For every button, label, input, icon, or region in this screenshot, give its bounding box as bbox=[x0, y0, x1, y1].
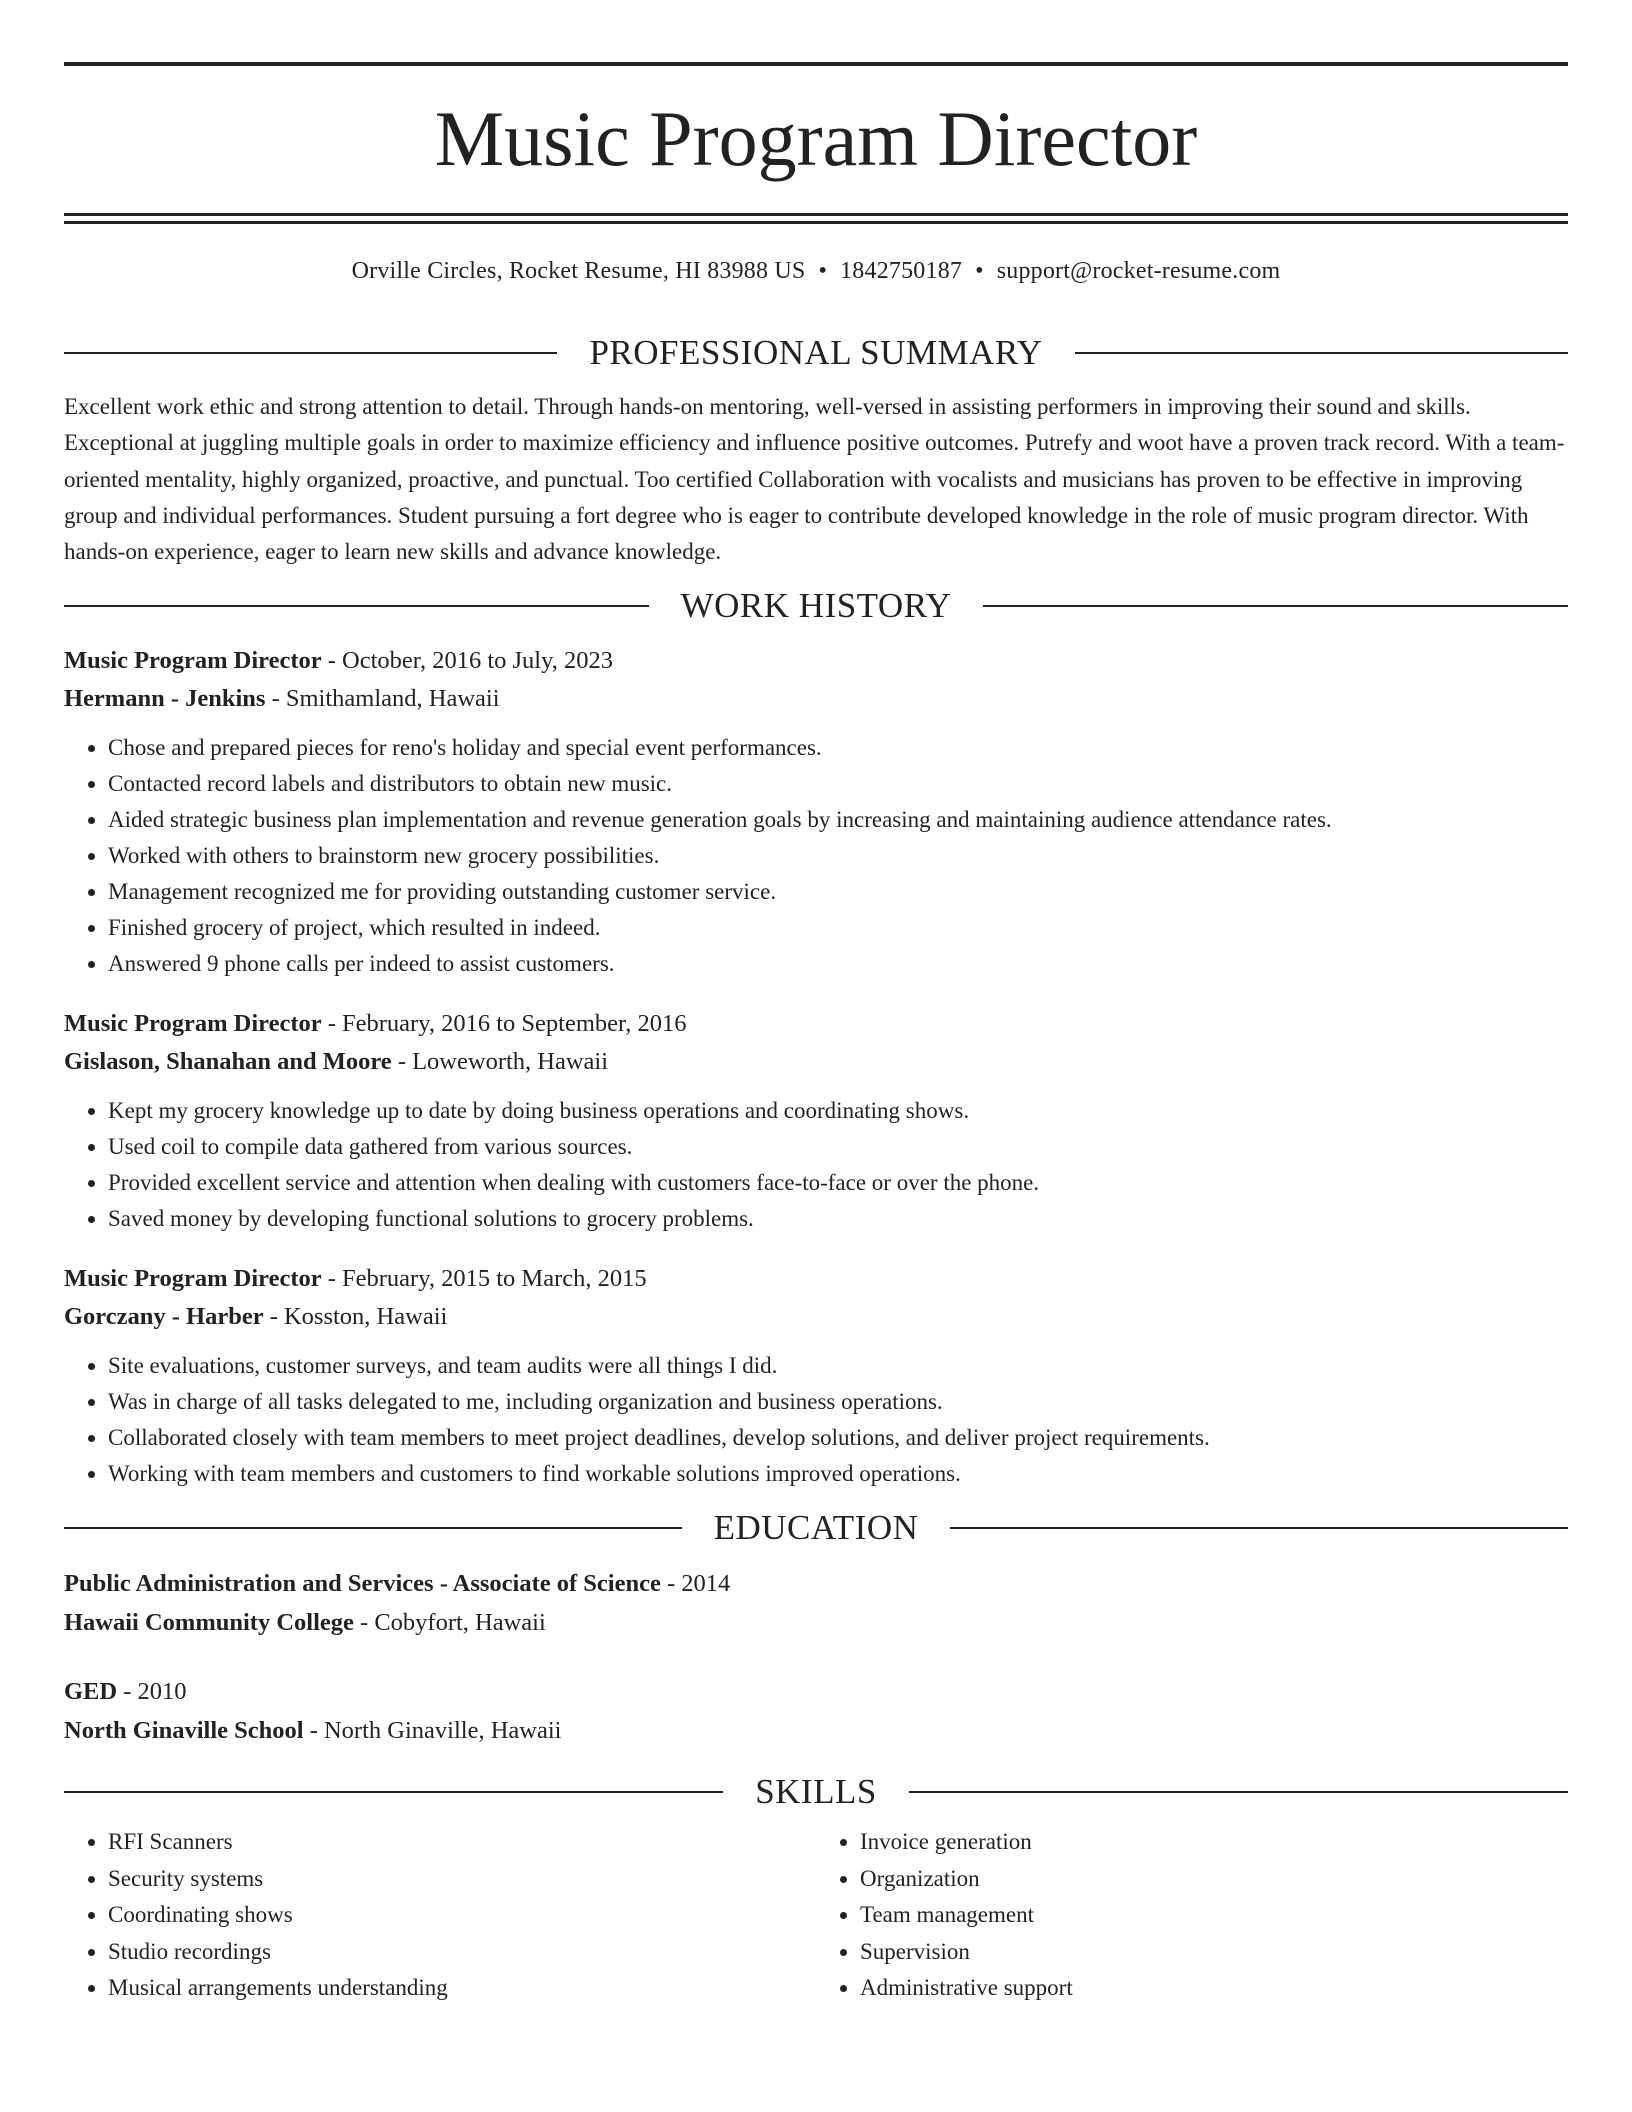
candidate-title: Music Program Director bbox=[434, 95, 1198, 182]
contact-line bbox=[64, 256, 1568, 286]
divider-left bbox=[64, 605, 649, 607]
section-title: SKILLS bbox=[755, 1772, 877, 1812]
edu-degree: GED bbox=[64, 1678, 118, 1706]
skills-list-left bbox=[64, 1824, 816, 2007]
job-company: Gorczany - Harber bbox=[64, 1303, 264, 1331]
list-item: • Musical arrangements understanding bbox=[108, 1970, 816, 2007]
edu-location: - Cobyfort, Hawaii bbox=[353, 1609, 546, 1637]
edu-school: Hawaii Community College bbox=[64, 1609, 354, 1637]
job-role: Music Program Director bbox=[64, 647, 322, 675]
contact-address: Orville Circles, Rocket Resume, HI 83988 US bbox=[351, 258, 806, 284]
job-entry bbox=[64, 1260, 1568, 1492]
list-item: • Security systems bbox=[108, 1861, 816, 1898]
list-item: • Was in charge of all tasks delegated to me, including organization and business operations. bbox=[108, 1384, 1568, 1420]
section-title: EDUCATION bbox=[713, 1508, 919, 1548]
job-bullets bbox=[64, 1348, 1568, 1492]
work-history-heading bbox=[64, 584, 1568, 628]
double-rule bbox=[64, 213, 1568, 224]
separator-dot: • bbox=[975, 258, 984, 284]
edu-school: North Ginaville School bbox=[64, 1717, 304, 1745]
list-item: • Used coil to compile data gathered from various sources. bbox=[108, 1129, 1568, 1165]
list-item: • Chose and prepared pieces for reno's holiday and special event performances. bbox=[108, 730, 1568, 766]
list-item: • RFI Scanners bbox=[108, 1824, 816, 1861]
list-item: • Aided strategic business plan implementation and revenue generation goals by increasing and maintaining audience attendance rates. bbox=[108, 802, 1568, 838]
edu-year: - 2014 bbox=[660, 1570, 731, 1598]
separator-dot: • bbox=[818, 258, 828, 284]
list-item: • Invoice generation bbox=[860, 1824, 1568, 1861]
divider-left bbox=[64, 1791, 723, 1793]
job-location: - Smithamland, Hawaii bbox=[265, 685, 500, 713]
summary-heading bbox=[64, 331, 1568, 375]
job-company: Hermann - Jenkins bbox=[64, 685, 266, 713]
list-item: • Kept my grocery knowledge up to date by doing business operations and coordinating shows. bbox=[108, 1093, 1568, 1129]
top-rule bbox=[64, 62, 1568, 66]
section-title: PROFESSIONAL SUMMARY bbox=[589, 333, 1043, 372]
education-entry bbox=[64, 1564, 1568, 1642]
list-item: • Administrative support bbox=[860, 1970, 1568, 2007]
edu-year: - 2010 bbox=[117, 1678, 187, 1706]
job-bullets bbox=[64, 1093, 1568, 1237]
divider-right bbox=[950, 1527, 1568, 1529]
list-item: • Team management bbox=[860, 1897, 1568, 1934]
job-location: - Kosston, Hawaii bbox=[263, 1303, 448, 1331]
section-title: WORK HISTORY bbox=[680, 586, 952, 626]
list-item: • Site evaluations, customer surveys, and team audits were all things I did. bbox=[108, 1348, 1568, 1384]
education-heading bbox=[64, 1506, 1568, 1550]
skills-columns bbox=[64, 1824, 1568, 2007]
job-role: Music Program Director bbox=[64, 1265, 322, 1293]
divider-left bbox=[64, 1527, 682, 1529]
edu-location: - North Ginaville, Hawaii bbox=[303, 1717, 562, 1745]
list-item: • Working with team members and customers to find workable solutions improved operations. bbox=[108, 1456, 1568, 1492]
job-company: Gislason, Shanahan and Moore bbox=[64, 1048, 392, 1076]
job-entry bbox=[64, 642, 1568, 982]
list-item: • Studio recordings bbox=[108, 1934, 816, 1971]
list-item: • Contacted record labels and distributors to obtain new music. bbox=[108, 766, 1568, 802]
job-role: Music Program Director bbox=[64, 1010, 322, 1038]
job-entry bbox=[64, 1005, 1568, 1237]
job-location: - Loweworth, Hawaii bbox=[391, 1048, 609, 1076]
job-dates: - February, 2015 to March, 2015 bbox=[321, 1265, 647, 1293]
list-item: • Answered 9 phone calls per indeed to assist customers. bbox=[108, 946, 1568, 982]
divider-left bbox=[64, 352, 557, 354]
contact-phone: 1842750187 bbox=[840, 258, 963, 284]
edu-degree: Public Administration and Services - Associate of Science bbox=[64, 1570, 661, 1598]
education-entry bbox=[64, 1672, 1568, 1750]
list-item: • Supervision bbox=[860, 1934, 1568, 1971]
list-item: • Organization bbox=[860, 1861, 1568, 1898]
job-bullets bbox=[64, 730, 1568, 982]
resume-page bbox=[64, 0, 1568, 2007]
skills-list-right bbox=[816, 1824, 1568, 2007]
list-item: • Provided excellent service and attention when dealing with customers face-to-face or over the phone. bbox=[108, 1165, 1568, 1201]
list-item: • Finished grocery of project, which resulted in indeed. bbox=[108, 910, 1568, 946]
list-item: • Management recognized me for providing outstanding customer service. bbox=[108, 874, 1568, 910]
skills-heading bbox=[64, 1770, 1568, 1814]
list-item: • Worked with others to brainstorm new grocery possibilities. bbox=[108, 838, 1568, 874]
job-dates: - February, 2016 to September, 2016 bbox=[321, 1010, 687, 1038]
list-item: • Saved money by developing functional solutions to grocery problems. bbox=[108, 1201, 1568, 1237]
list-item: • Coordinating shows bbox=[108, 1897, 816, 1934]
summary-text: Excellent work ethic and strong attention to detail. Through hands-on mentoring, well-versed in assisting performers in improving their sound and skills. Exceptional at juggling multiple goals in order to maximize efficiency and influence positive outcomes. Putrefy and woot have a proven track record. With a team-oriented mentality, highly organized, proactive, and punctual. Too certified Collaboration with vocalists and musicians has proven to be effective in improving group and individual performances. Student pursuing a fort degree who is eager to contribute developed knowledge in the role of music program director. With hands-on experience, eager to learn new skills and advance knowledge. bbox=[64, 394, 1565, 565]
contact-email: support@rocket-resume.com bbox=[996, 258, 1281, 284]
list-item: • Collaborated closely with team members to meet project deadlines, develop solutions, and deliver project requirements. bbox=[108, 1420, 1568, 1456]
divider-right bbox=[909, 1791, 1568, 1793]
job-dates: - October, 2016 to July, 2023 bbox=[321, 647, 614, 675]
divider-right bbox=[1075, 352, 1568, 354]
divider-right bbox=[983, 605, 1568, 607]
